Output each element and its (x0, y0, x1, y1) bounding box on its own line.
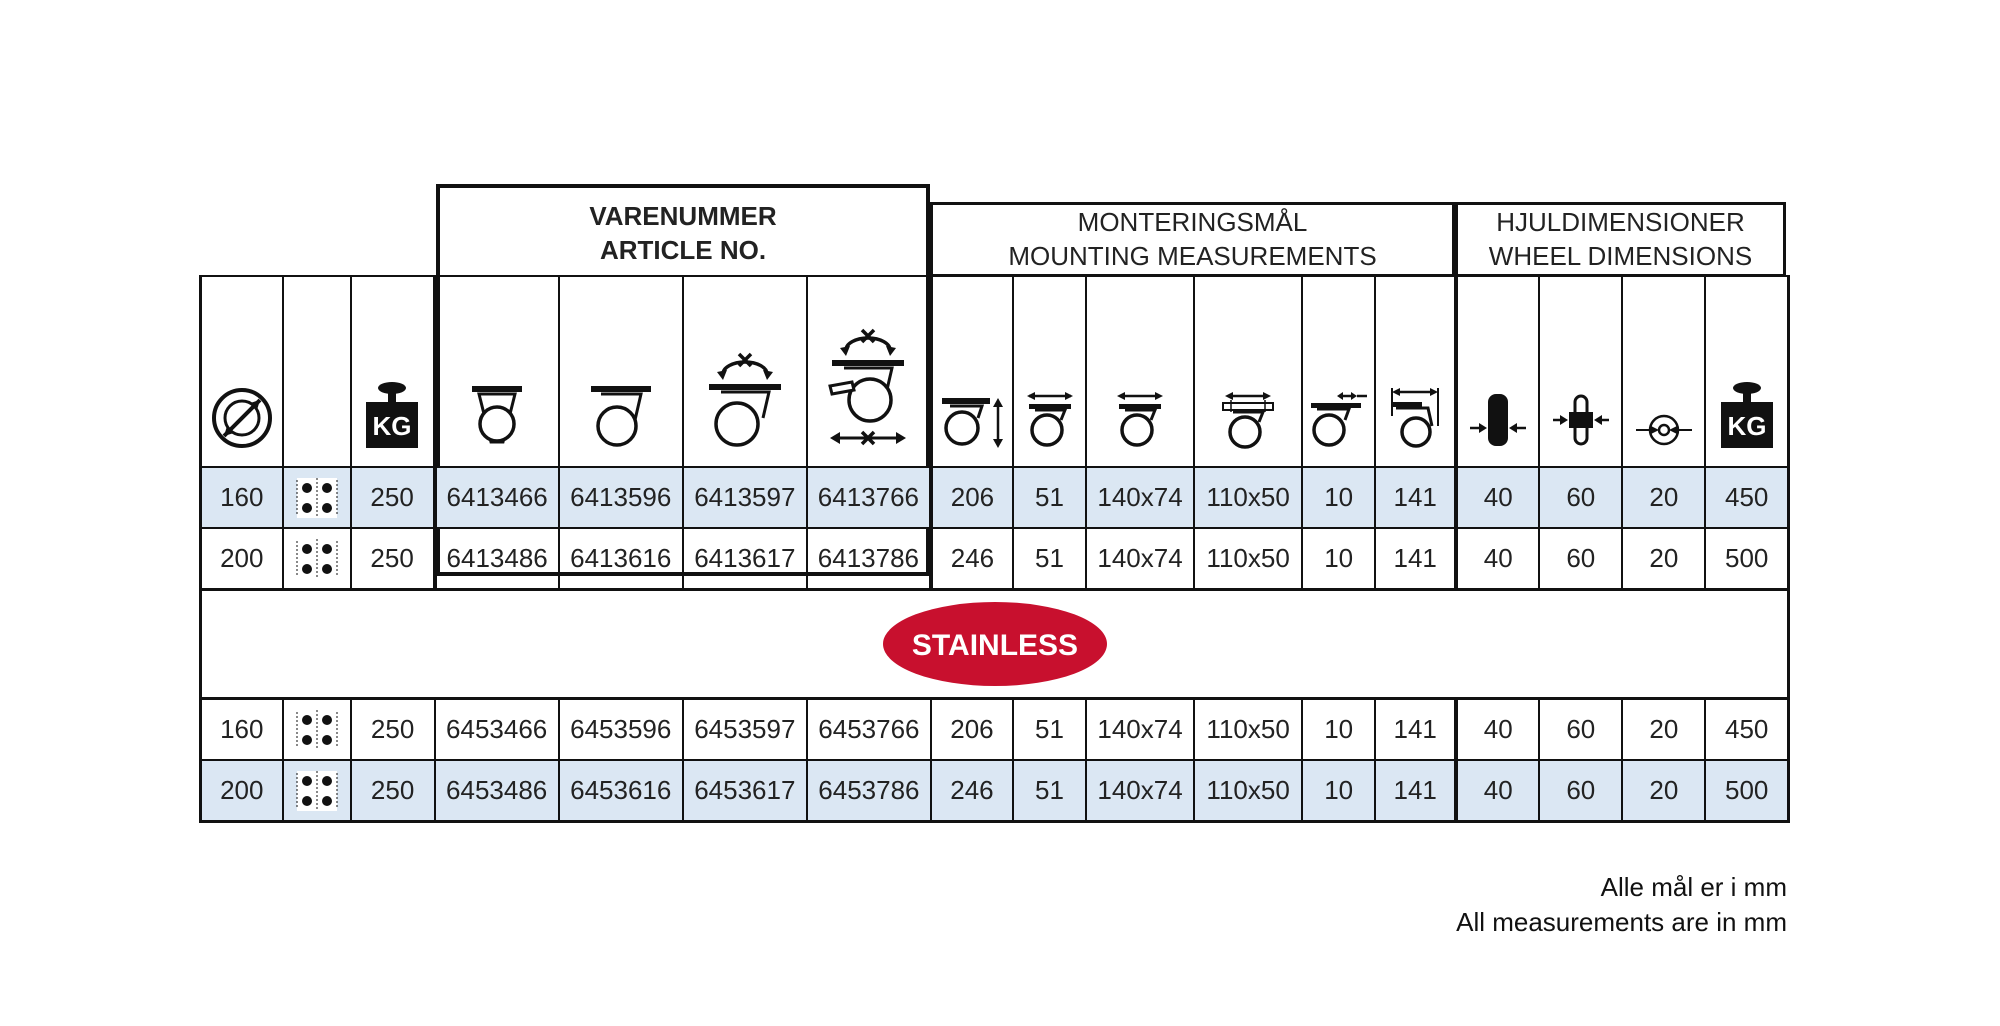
bolt-hole-header (1302, 276, 1375, 467)
plate-size-icon (1115, 390, 1165, 450)
swivel-radius-icon (1388, 386, 1442, 450)
bolt-hole-cell: 10 (1302, 528, 1375, 590)
article-header-line1: VARENUMMER (589, 201, 777, 231)
hub-length-cell: 60 (1539, 760, 1622, 822)
article-swivel-cell: 6453616 (559, 760, 683, 822)
bolt-hole-cell: 10 (1302, 467, 1375, 528)
load-capacity-kg-icon (363, 380, 421, 450)
article-swivel-brake-cell: 6453766 (807, 699, 931, 761)
offset-cell: 51 (1013, 699, 1086, 761)
wheel-width-cell: 40 (1456, 699, 1539, 761)
load-cell: 250 (351, 760, 435, 822)
diameter-header (201, 276, 283, 467)
wheel-diameter-cell: 160 (201, 699, 283, 761)
wheel-header-line1: HJULDIMENSIONER (1496, 206, 1745, 237)
table-row (201, 528, 1789, 590)
offset-header (1013, 276, 1086, 467)
wheel-width-cell: 40 (1456, 528, 1539, 590)
load-header (351, 276, 435, 467)
height-cell: 246 (931, 528, 1013, 590)
hole-pattern-icon (295, 769, 339, 813)
bolt-hole-spacing-icon (1221, 390, 1275, 450)
swivel-offset-icon (1025, 390, 1075, 450)
units-note-line1: Alle mål er i mm (1600, 872, 1787, 902)
bolt-hole-cell: 10 (1302, 699, 1375, 761)
axle-diameter-cell: 20 (1622, 760, 1705, 822)
wheel-diameter-cell: 160 (201, 467, 283, 528)
height-cell: 206 (931, 699, 1013, 761)
axle-diameter-cell: 20 (1622, 467, 1705, 528)
hub-length-cell: 60 (1539, 699, 1622, 761)
article-header-line2: ARTICLE NO. (599, 234, 767, 265)
wheel-width-header (1456, 276, 1539, 467)
wheel-width-cell: 40 (1456, 760, 1539, 822)
swivel-brake-header (807, 276, 931, 467)
hole-pattern-icon (295, 537, 339, 581)
bolt-hole-icon (1309, 390, 1369, 450)
article-swivel-lock-cell: 6413597 (683, 467, 807, 528)
wheel-load-cell: 450 (1705, 699, 1788, 761)
wheel-width-icon (1468, 390, 1528, 450)
wheel-load-kg-icon (1718, 380, 1776, 450)
hole-spacing-cell: 110x50 (1194, 528, 1302, 590)
article-swivel-brake-cell: 6413786 (807, 528, 931, 590)
mount-header-line2: MOUNTING MEASUREMENTS (1008, 240, 1377, 271)
article-fixed-cell: 6453466 (435, 699, 559, 761)
wheel-diameter-cell: 200 (201, 528, 283, 590)
mount-pattern-cell (283, 528, 351, 590)
article-fixed-cell: 6413486 (435, 528, 559, 590)
load-cell: 250 (351, 699, 435, 761)
height-header (931, 276, 1013, 467)
offset-cell: 51 (1013, 760, 1086, 822)
mount-pattern-cell (283, 699, 351, 761)
icon-header-row (201, 276, 1789, 467)
swivel-lock-caster-icon (705, 350, 785, 450)
article-swivel-cell: 6453596 (559, 699, 683, 761)
offset-cell: 51 (1013, 528, 1086, 590)
mount-type-header (283, 276, 351, 467)
overall-height-icon (940, 394, 1004, 450)
fixed-caster-header (435, 276, 559, 467)
hole-spacing-cell: 110x50 (1194, 699, 1302, 761)
kg-label: KG (1727, 411, 1767, 441)
units-note (1456, 870, 1787, 940)
axle-diameter-cell: 20 (1622, 528, 1705, 590)
table-row (201, 467, 1789, 528)
fixed-caster-icon (467, 380, 527, 450)
plate-size-header (1086, 276, 1194, 467)
article-swivel-brake-cell: 6413766 (807, 467, 931, 528)
axle-diameter-header (1622, 276, 1705, 467)
swivel-radius-header (1375, 276, 1456, 467)
wheel-header-line2: WHEEL DIMENSIONS (1488, 240, 1753, 271)
article-fixed-cell: 6413466 (435, 467, 559, 528)
stainless-band-cell (201, 590, 1789, 699)
table-row (201, 699, 1789, 761)
mounting-group-header (930, 202, 1455, 277)
mount-pattern-cell (283, 467, 351, 528)
plate-size-cell: 140x74 (1086, 467, 1194, 528)
axle-diameter-icon (1634, 410, 1694, 450)
hole-spacing-cell: 110x50 (1194, 760, 1302, 822)
hub-length-icon (1551, 390, 1611, 450)
plate-size-cell: 140x74 (1086, 528, 1194, 590)
stainless-label: STAINLESS (911, 629, 1078, 662)
wheel-group-header (1455, 202, 1786, 277)
hub-length-cell: 60 (1539, 467, 1622, 528)
swivel-radius-cell: 141 (1375, 699, 1456, 761)
hole-spacing-header (1194, 276, 1302, 467)
hole-pattern-icon (295, 708, 339, 752)
caster-spec-table (199, 275, 1790, 823)
wheel-load-header (1705, 276, 1788, 467)
bolt-hole-cell: 10 (1302, 760, 1375, 822)
article-swivel-brake-cell: 6453786 (807, 760, 931, 822)
swivel-radius-cell: 141 (1375, 528, 1456, 590)
wheel-width-cell: 40 (1456, 467, 1539, 528)
swivel-total-brake-caster-icon (826, 326, 910, 450)
wheel-diameter-icon (210, 386, 274, 450)
units-note-line2: All measurements are in mm (1456, 907, 1787, 938)
kg-label: KG (372, 411, 412, 441)
hub-length-header (1539, 276, 1622, 467)
height-cell: 206 (931, 467, 1013, 528)
hole-spacing-cell: 110x50 (1194, 467, 1302, 528)
article-swivel-lock-cell: 6453617 (683, 760, 807, 822)
wheel-load-cell: 450 (1705, 467, 1788, 528)
stainless-badge (880, 599, 1110, 689)
axle-diameter-cell: 20 (1622, 699, 1705, 761)
plate-size-cell: 140x74 (1086, 699, 1194, 761)
article-fixed-cell: 6453486 (435, 760, 559, 822)
height-cell: 246 (931, 760, 1013, 822)
table-row (201, 760, 1789, 822)
wheel-load-cell: 500 (1705, 528, 1788, 590)
hub-length-cell: 60 (1539, 528, 1622, 590)
swivel-caster-icon (587, 380, 655, 450)
load-cell: 250 (351, 528, 435, 590)
article-swivel-cell: 6413616 (559, 528, 683, 590)
swivel-caster-header (559, 276, 683, 467)
hole-pattern-icon (295, 476, 339, 520)
stainless-band-row (201, 590, 1789, 699)
wheel-load-cell: 500 (1705, 760, 1788, 822)
load-cell: 250 (351, 467, 435, 528)
article-swivel-cell: 6413596 (559, 467, 683, 528)
mount-header-line1: MONTERINGSMÅL (1077, 206, 1308, 237)
mount-pattern-cell (283, 760, 351, 822)
swivel-radius-cell: 141 (1375, 760, 1456, 822)
swivel-lock-header (683, 276, 807, 467)
offset-cell: 51 (1013, 467, 1086, 528)
article-swivel-lock-cell: 6453597 (683, 699, 807, 761)
plate-size-cell: 140x74 (1086, 760, 1194, 822)
swivel-radius-cell: 141 (1375, 467, 1456, 528)
wheel-diameter-cell: 200 (201, 760, 283, 822)
article-swivel-lock-cell: 6413617 (683, 528, 807, 590)
